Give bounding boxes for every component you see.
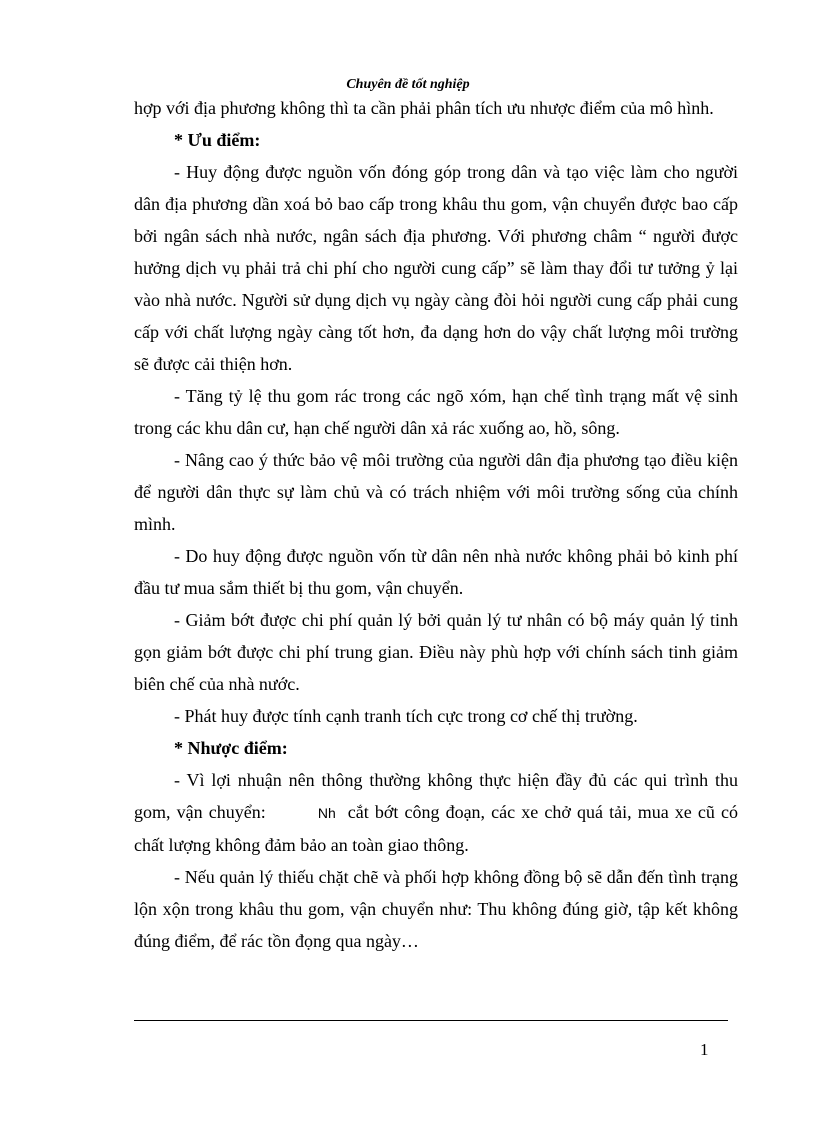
page-header: Chuyên đề tốt nghiệp — [346, 77, 470, 92]
paragraph-advantage-3: - Nâng cao ý thức bảo vệ môi trường của người dân địa phương tạo điều kiện để người dân thực sự làm chủ và có trách nhiệm với môi trường sống của chính mình. — [134, 450, 738, 534]
page-number: 1 — [700, 1040, 709, 1059]
inline-nh-fragment: Nh — [317, 805, 336, 821]
paragraph-disadvantage-1 — [134, 764, 738, 861]
paragraph-intro: hợp với địa phương không thì ta cần phải phân tích ưu nhược điểm của mô hình. — [134, 98, 714, 118]
paragraph-advantage-1: - Huy động được nguồn vốn đóng góp trong dân và tạo việc làm cho người dân địa phương dần xoá bỏ bao cấp trong khâu thu gom, vận chuyển được bao cấp bởi ngân sách nhà nước, ngân sách địa phương. Với phương châm “ người được hưởng dịch vụ phải trả chi phí cho người cung cấp” sẽ làm thay đổi tư tưởng ỷ lại vào nhà nước. Người sử dụng dịch vụ ngày càng đòi hỏi người cung cấp phải cung cấp với chất lượng ngày càng tốt hơn, đa dạng hơn do vậy chất lượng môi trường sẽ được cải thiện hơn. — [134, 162, 738, 374]
paragraph-advantage-2: - Tăng tỷ lệ thu gom rác trong các ngõ xóm, hạn chế tình trạng mất vệ sinh trong các khu dân cư, hạn chế người dân xả rác xuống ao, hồ, sông. — [134, 386, 738, 438]
paragraph-disadvantage-2: - Nếu quản lý thiếu chặt chẽ và phối hợp không đồng bộ sẽ dẫn đến tình trạng lộn xộn trong khâu thu gom, vận chuyển như: Thu không đúng giờ, tập kết không đúng điểm, để rác tồn đọng qua ngày… — [134, 867, 738, 951]
paragraph-advantage-4: - Do huy động được nguồn vốn từ dân nên nhà nước không phải bỏ kinh phí đầu tư mua sắm thiết bị thu gom, vận chuyển. — [134, 546, 738, 598]
footer-divider — [134, 1020, 728, 1021]
heading-advantages: * Ưu điểm: — [174, 130, 261, 150]
paragraph-advantage-6: - Phát huy được tính cạnh tranh tích cực trong cơ chế thị trường. — [174, 706, 638, 726]
document-body — [134, 92, 738, 957]
paragraph-advantage-5: - Giảm bớt được chi phí quản lý bởi quản lý tư nhân có bộ máy quản lý tinh gọn giảm bớt được chi phí trung gian. Điều này phù hợp với chính sách tinh giảm biên chế của nhà nước. — [134, 610, 738, 694]
disadvantage-1-text-a: - Vì lợi nhuận nên thông thường không thực hiện đầy đủ các qui trình thu gom, vận chuyển: — [134, 770, 738, 822]
heading-disadvantages: * Nhược điểm: — [174, 738, 288, 758]
disadvantage-1-text-b: cắt bớt công đoạn, các xe chở quá tải, mua xe cũ có chất lượng không đảm bảo an toàn giao thông. — [134, 802, 738, 855]
